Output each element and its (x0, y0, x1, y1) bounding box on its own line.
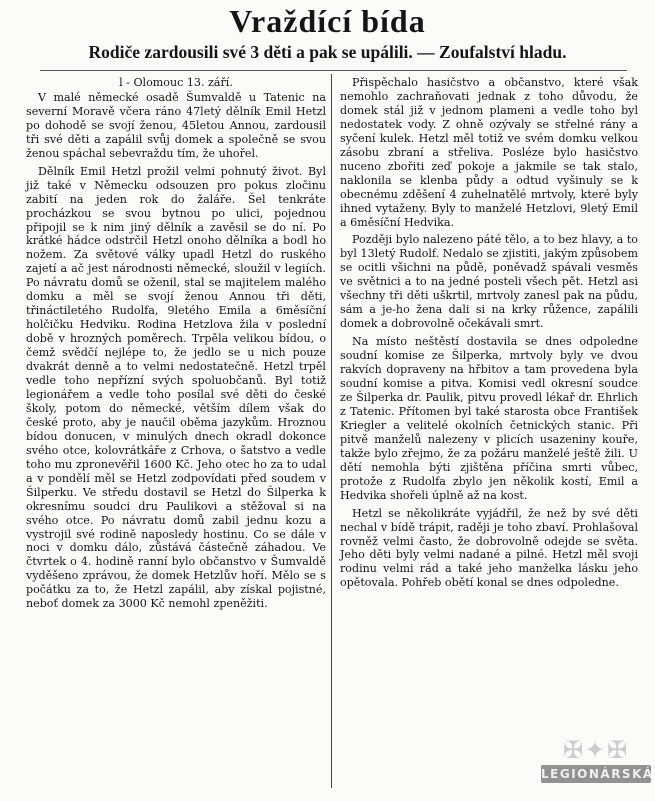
paragraph: V malé německé osadě Šumvaldě u Tatenic na severní Moravě včera ráno 47letý dělník Emil Hetzl po dohodě se svojí ženou, 45letou Annou, zardousil tři své děti a zapálil svůj domek a společně se svou ženou spáchal sebevraždu tím, že uhořel. (26, 90, 326, 160)
paragraph: Na místo neštěstí dostavila se dnes odpoledne soudní komise ze Šilperka, mrtvoly byly ve dvou rakvích dopraveny na hřbitov a tam provedena byla soudní komise a pitva. Komisi vedl okresní soudce ze Šilperka dr. Paulik, pitvu provedl lékař dr. Ehrlich z Tatenic. Přítomen byl také starosta obce František Kriegler a velitelé okolních četnických stanic. Při pitvě manželů nalezeny v plicích usazeniny kouře, takže bylo zřejmo, že za požáru manželé ještě žili. U dětí nemohla býti zjištěna příčina smrti vůbec, protože z Rudolfa zbylo jen několik kostí, Emil a Hedvika shořeli úplně až na kost. (340, 335, 638, 502)
top-rule (40, 70, 627, 71)
paragraph: Dělník Emil Hetzl prožil velmi pohnutý život. Byl již také v Německu odsouzen pro pokus zločinu zabití na jeden rok do žaláře. Šel tenkráte procházkou se svou bytnou po ulici, pojednou připojil se k nim jiný dělník a zavěsil se do ní. Po krátké hádce odstrčil Hetzl onoho dělníka a bodl ho nožem. Za světové války upadl Hetzl do ruského zajetí a ač jest národnosti německé, sloužil v legiích. Po návratu domů se oženil, stal se majitelem malého domku a měl se svojí ženou Annou tři děti, třináctiletého Rudolfa, 9letého Emila a 6měsíční holčičku Hedviku. Rodina Hetzlova žila v poslední době v hrozných poměrech. Trpěla velikou bídou, o čemž svědčí nejlépe to, že jedlo se u nich pouze dvakrát denně a to velmi nedostatečně. Hetzl trpěl vedle toho nepřízní svých spoluobčanů. Byl totiž legionářem a vedle toho posílal své děti do české školy, potom do německé, větším dílem však do české proto, aby je naučil oběma jazykům. Hroznou bídou donucen, v minulých dnech okradl dokonce svého otce, kolovrátkáře z Crhova, o šatstvo a vedle toho mu zpronevěřil 1600 Kč. Jeho otec ho za to udal a v pondělí měl se Hetzl zodpovídati před soudem v Šilperku. Ve středu dostavil se Hetzl do Šilperka k okresnímu soudci dru Paulikovi a stěžoval si na svého otce. Po návratu domů zabil jednu kozu a vystrojil své rodině naposledy hostinu. Co se dále v noci v domku dálo, zůstává částečně záhadou. Ve čtvrtek o 4. hodině ranní bylo občanstvo v Šumvaldě vyděšeno zprávou, že domek Hetzlův hoří. Mělo se s počátku za to, že Hetzl zapálil, aby získal pojistné, neboť domek za 3000 Kč nemohl zpeněžiti. (26, 164, 326, 611)
column-divider (331, 74, 332, 788)
paragraph: Přispěchalo hasičstvo a občanstvo, které však nemohlo zachraňovati jednak z toho důvodu, že domek stál již v jednom plameni a vedle toho byl nedostatek vody. Z ohně ozývaly se střelné rány a syčení kulek. Hetzl měl totiž ve svém domku velkou zásobu zbraní a střeliva. Posléze bylo hasičstvo nuceno zbořiti zeď pokoje a jakmile se tak stalo, naklonila se klenba půdy a odtud vyšinuly se k obecnému zděšení 4 zuhelnatělé mrtvoly, které byly ihned vytaženy. Byly to manželé Hetzlovi, 9letý Emil a 6měsíční Hedvika. (340, 76, 638, 229)
right-column (340, 76, 638, 594)
watermark-emblem-icon: ✠✦✠ (562, 736, 630, 764)
watermark-text: LEGIONÁRSKÁ (541, 767, 654, 781)
watermark-logo (541, 735, 654, 797)
dateline: l - Olomouc 13. září. (119, 76, 233, 89)
subheadline: Rodiče zardousili své 3 děti a pak se upálili. — Zoufalství hladu. (88, 42, 567, 62)
paragraph: Hetzl se několikráte vyjádřil, že než by své děti nechal v bídě trápit, raději je toho zbaví. Prohlašoval rovněž velmi často, že dobrovolně odejde se světa. Jeho děti byly velmi nadané a pilné. Hetzl měl svoji rodinu velmi rád a také jeho manželka lásku jeho opětovala. Pohřeb obětí konal se dnes odpoledne. (340, 506, 638, 590)
headline: Vraždící bída (229, 3, 426, 39)
paragraph: Později bylo nalezeno páté tělo, a to bez hlavy, a to byl 13letý Rudolf. Nedalo se zjistiti, jakým způsobem se ocitli všichni na půdě, poněvadž spávali vesměs ve světnici a to na jedné posteli všech pět. Hetzl asi všechny tři děti uškrtil, mrtvoly zanesl pak na půdu, sám a je-ho žena dali si na krky růžence, zapálili domek a dobrovolně očekávali smrt. (340, 233, 638, 331)
left-column (26, 76, 326, 615)
